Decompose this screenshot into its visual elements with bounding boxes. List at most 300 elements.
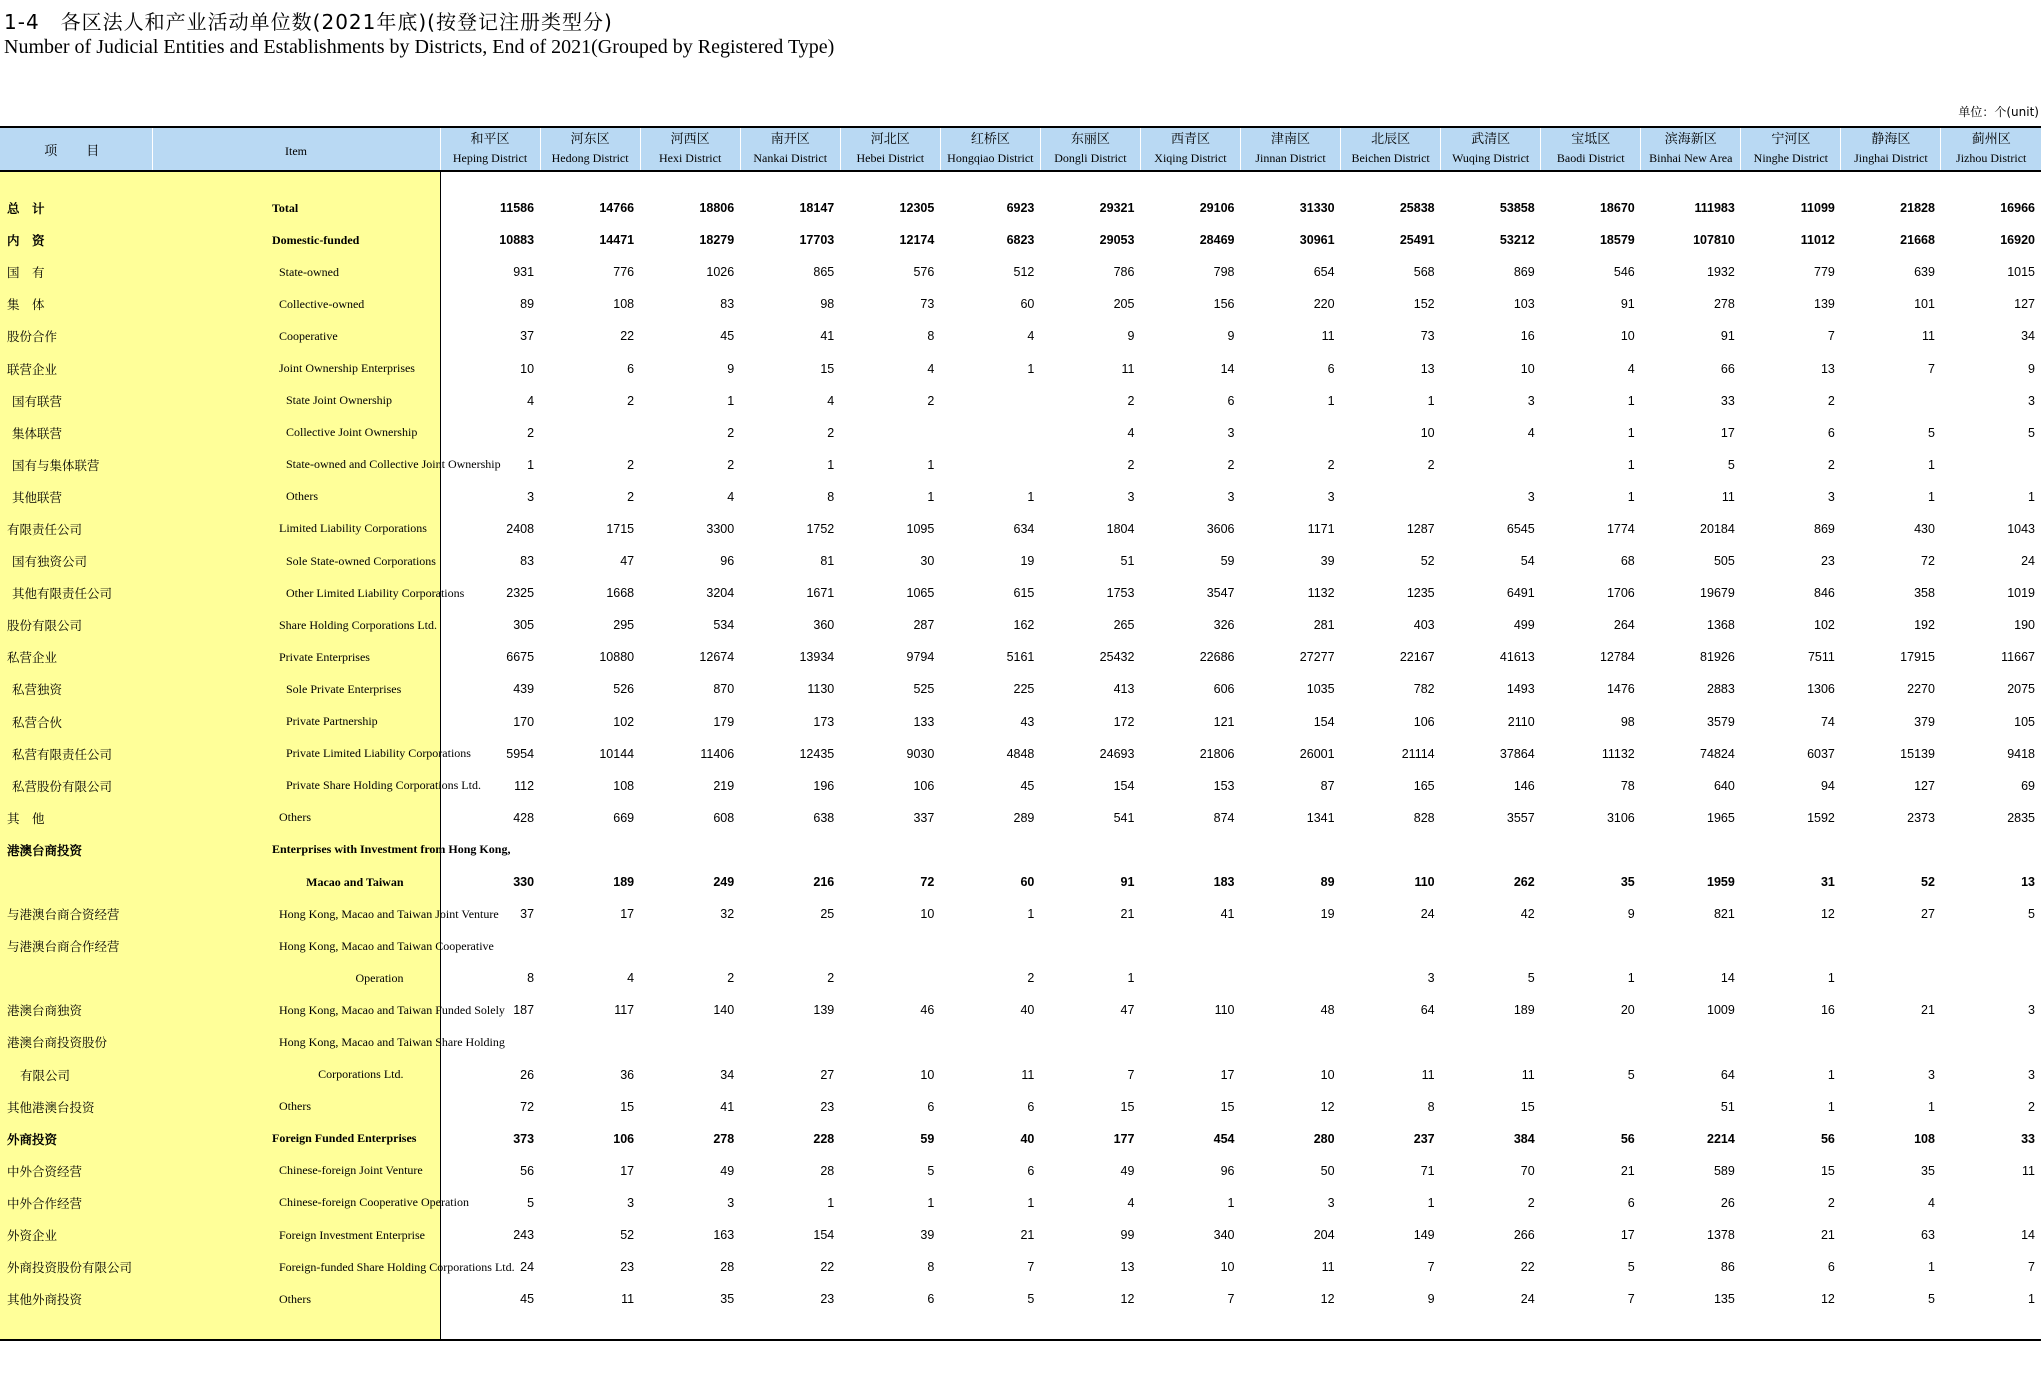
spacer-cell bbox=[1741, 171, 1841, 192]
spacer-cell bbox=[1541, 1315, 1641, 1340]
value-cell bbox=[840, 1026, 940, 1058]
value-cell: 87 bbox=[1320, 778, 1335, 793]
value-cell bbox=[1241, 1026, 1341, 1058]
value-cell: 606 bbox=[1213, 682, 1235, 697]
value-cell: 9 bbox=[2028, 361, 2035, 376]
spacer-cell bbox=[152, 171, 440, 192]
value-cell: 68 bbox=[1620, 554, 1635, 569]
value-cell: 10 bbox=[1420, 425, 1435, 440]
row-label-en: Corporations Ltd. bbox=[152, 1059, 440, 1091]
value-cell: 165 bbox=[1413, 778, 1435, 793]
value-cell: 25491 bbox=[1399, 233, 1435, 248]
value-cell: 2 bbox=[2028, 1099, 2035, 1114]
value-cell: 798 bbox=[1213, 265, 1235, 280]
value-cell: 1804 bbox=[1106, 521, 1135, 536]
value-cell: 11 bbox=[1321, 329, 1335, 344]
value-cell: 1035 bbox=[1306, 682, 1335, 697]
value-cell: 9 bbox=[727, 361, 735, 376]
value-cell: 1171 bbox=[1307, 521, 1335, 536]
value-cell: 106 bbox=[913, 778, 935, 793]
value-cell: 2 bbox=[827, 971, 835, 986]
value-cell: 41613 bbox=[1499, 650, 1535, 665]
value-cell: 64 bbox=[1420, 1003, 1435, 1018]
value-cell: 6037 bbox=[1807, 746, 1835, 761]
value-cell: 534 bbox=[713, 618, 735, 633]
value-cell bbox=[740, 1026, 840, 1058]
value-cell: 1706 bbox=[1606, 586, 1635, 601]
value-cell: 43 bbox=[1020, 714, 1035, 729]
value-cell bbox=[1941, 834, 2041, 866]
value-cell: 53858 bbox=[1499, 201, 1535, 216]
row-label-en: Total bbox=[152, 192, 440, 224]
spacer-cell bbox=[540, 1315, 640, 1340]
spacer-cell bbox=[1341, 1315, 1441, 1340]
value-cell: 10 bbox=[1220, 1260, 1235, 1275]
row-label-cn: 外商投资股份有限公司 bbox=[0, 1251, 152, 1283]
value-cell: 14471 bbox=[599, 233, 635, 248]
value-cell: 6 bbox=[627, 361, 635, 376]
value-cell: 56 bbox=[520, 1163, 535, 1178]
value-cell: 4 bbox=[527, 393, 535, 408]
value-cell: 11012 bbox=[1800, 233, 1835, 248]
value-cell: 21806 bbox=[1199, 746, 1235, 761]
value-cell: 1015 bbox=[2007, 265, 2035, 280]
table-row bbox=[0, 224, 2041, 256]
value-cell: 154 bbox=[1313, 714, 1335, 729]
value-cell: 2835 bbox=[2007, 810, 2035, 825]
value-cell: 1019 bbox=[2007, 586, 2035, 601]
spacer-cell bbox=[940, 171, 1040, 192]
row-label-cn: 股份合作 bbox=[0, 320, 152, 352]
value-cell: 7 bbox=[1827, 329, 1835, 344]
value-cell: 782 bbox=[1413, 682, 1435, 697]
value-cell: 639 bbox=[1914, 265, 1935, 280]
value-cell: 1774 bbox=[1606, 521, 1635, 536]
row-label-cn: 有限责任公司 bbox=[0, 513, 152, 545]
value-cell: 48 bbox=[1320, 1003, 1335, 1018]
value-cell: 111983 bbox=[1694, 201, 1735, 216]
value-cell: 41 bbox=[720, 1099, 735, 1114]
table-row bbox=[0, 1219, 2041, 1251]
value-cell: 1965 bbox=[1707, 810, 1735, 825]
value-cell: 266 bbox=[1513, 1228, 1535, 1243]
value-cell: 81926 bbox=[1700, 650, 1735, 665]
value-cell bbox=[1040, 1026, 1140, 1058]
value-cell: 17 bbox=[1620, 1228, 1635, 1243]
value-cell: 634 bbox=[1013, 521, 1035, 536]
value-cell bbox=[1641, 834, 1741, 866]
value-cell: 1 bbox=[2028, 1292, 2035, 1307]
value-cell: 189 bbox=[1513, 1003, 1535, 1018]
row-label-cn: 集 体 bbox=[0, 288, 152, 320]
value-cell bbox=[940, 834, 1040, 866]
table-row bbox=[0, 320, 2041, 352]
value-cell: 91 bbox=[1620, 297, 1635, 312]
district-name-en: Jizhou District bbox=[1956, 151, 2027, 165]
value-cell: 865 bbox=[813, 265, 835, 280]
spacer-cell bbox=[1641, 171, 1741, 192]
row-label-cn: 国有独资公司 bbox=[0, 545, 152, 577]
value-cell: 69 bbox=[2021, 778, 2035, 793]
value-cell: 51 bbox=[1120, 554, 1135, 569]
value-cell: 72 bbox=[1921, 554, 1935, 569]
value-cell: 6675 bbox=[506, 650, 535, 665]
value-cell: 29053 bbox=[1099, 233, 1135, 248]
value-cell: 72 bbox=[920, 875, 935, 890]
value-cell: 8 bbox=[927, 329, 935, 344]
value-cell: 149 bbox=[1413, 1228, 1435, 1243]
value-cell bbox=[1341, 1026, 1441, 1058]
value-cell: 1668 bbox=[606, 586, 635, 601]
value-cell: 1 bbox=[1927, 457, 1935, 472]
value-cell: 1 bbox=[1927, 1260, 1935, 1275]
value-cell: 189 bbox=[613, 875, 635, 890]
row-label-en: Others bbox=[152, 481, 440, 513]
value-cell: 776 bbox=[613, 265, 635, 280]
value-cell: 439 bbox=[513, 682, 535, 697]
value-cell: 4 bbox=[1127, 425, 1135, 440]
row-label-en: Collective-owned bbox=[152, 288, 440, 320]
value-cell: 1378 bbox=[1707, 1228, 1735, 1243]
value-cell: 2 bbox=[1127, 457, 1135, 472]
value-cell: 1959 bbox=[1707, 875, 1735, 890]
value-cell: 6 bbox=[1327, 361, 1335, 376]
value-cell: 1095 bbox=[906, 521, 935, 536]
value-cell: 1 bbox=[1427, 1195, 1435, 1210]
value-cell: 22 bbox=[1520, 1260, 1535, 1275]
value-cell: 74824 bbox=[1700, 746, 1735, 761]
value-cell: 6 bbox=[1227, 393, 1235, 408]
row-label-en: Cooperative bbox=[152, 320, 440, 352]
value-cell: 49 bbox=[720, 1163, 735, 1178]
header-district-14 bbox=[1841, 127, 1941, 171]
value-cell: 78 bbox=[1620, 778, 1635, 793]
district-name-cn: 滨海新区 bbox=[1664, 132, 1717, 147]
value-cell: 1 bbox=[1827, 1099, 1835, 1114]
value-cell: 12674 bbox=[699, 650, 735, 665]
spacer-cell bbox=[1441, 1315, 1541, 1340]
value-cell: 108 bbox=[613, 778, 635, 793]
header-district-11 bbox=[1541, 127, 1641, 171]
spacer-cell bbox=[440, 1315, 540, 1340]
value-cell: 326 bbox=[1213, 618, 1235, 633]
value-cell: 33 bbox=[1720, 393, 1735, 408]
value-cell: 81 bbox=[820, 554, 835, 569]
value-cell bbox=[1241, 417, 1341, 449]
value-cell: 2373 bbox=[1907, 810, 1935, 825]
value-cell: 22686 bbox=[1199, 650, 1235, 665]
value-cell: 37 bbox=[520, 329, 535, 344]
value-cell: 828 bbox=[1413, 810, 1435, 825]
value-cell: 779 bbox=[1814, 265, 1835, 280]
value-cell: 21 bbox=[1820, 1228, 1835, 1243]
value-cell: 5161 bbox=[1006, 650, 1035, 665]
value-cell: 337 bbox=[913, 810, 935, 825]
value-cell: 18670 bbox=[1599, 201, 1635, 216]
table-title-chinese: 1-4 各区法人和产业活动单位数(2021年底)(按登记注册类型分) bbox=[4, 10, 613, 34]
value-cell: 289 bbox=[1013, 810, 1035, 825]
value-cell: 56 bbox=[1820, 1131, 1835, 1146]
value-cell: 5 bbox=[527, 1195, 535, 1210]
value-cell: 4 bbox=[927, 361, 935, 376]
table-row bbox=[0, 1091, 2041, 1123]
value-cell: 14 bbox=[1220, 361, 1235, 376]
spacer-cell bbox=[840, 1315, 940, 1340]
value-cell: 112 bbox=[514, 778, 535, 793]
table-body bbox=[0, 171, 2041, 1340]
value-cell: 5 bbox=[1027, 1292, 1035, 1307]
value-cell: 360 bbox=[813, 618, 835, 633]
header-district-1 bbox=[540, 127, 640, 171]
row-label-en: Chinese-foreign Joint Venture bbox=[152, 1155, 440, 1187]
value-cell: 7 bbox=[1927, 361, 1935, 376]
spacer-cell bbox=[152, 1315, 440, 1340]
value-cell: 869 bbox=[1814, 521, 1835, 536]
value-cell: 96 bbox=[1220, 1163, 1235, 1178]
value-cell: 15 bbox=[820, 361, 835, 376]
row-label-cn bbox=[0, 962, 152, 994]
header-district-9 bbox=[1341, 127, 1441, 171]
value-cell: 1 bbox=[1927, 489, 1935, 504]
value-cell: 3 bbox=[1227, 489, 1235, 504]
value-cell: 30961 bbox=[1299, 233, 1335, 248]
row-label-cn: 国有与集体联营 bbox=[0, 449, 152, 481]
district-name-en: Beichen District bbox=[1351, 151, 1430, 165]
value-cell: 1 bbox=[1027, 361, 1035, 376]
value-cell bbox=[1341, 834, 1441, 866]
value-cell: 154 bbox=[1113, 778, 1135, 793]
value-cell: 127 bbox=[1914, 778, 1935, 793]
spacer-cell bbox=[740, 171, 840, 192]
row-label-en: Joint Ownership Enterprises bbox=[152, 352, 440, 384]
spacer-cell bbox=[1040, 171, 1140, 192]
value-cell: 2 bbox=[727, 425, 735, 440]
value-cell: 16920 bbox=[2000, 233, 2035, 248]
value-cell: 3 bbox=[1527, 489, 1535, 504]
spacer-row-top bbox=[0, 171, 2041, 192]
spacer-cell bbox=[0, 1315, 152, 1340]
spacer-cell bbox=[540, 171, 640, 192]
value-cell: 28 bbox=[720, 1260, 735, 1275]
value-cell: 83 bbox=[720, 297, 735, 312]
table-row bbox=[0, 738, 2041, 770]
spacer-cell bbox=[1941, 1315, 2041, 1340]
value-cell: 278 bbox=[713, 1131, 735, 1146]
value-cell: 13 bbox=[1420, 361, 1435, 376]
value-cell: 15 bbox=[1820, 1163, 1835, 1178]
value-cell: 1 bbox=[1027, 907, 1035, 922]
row-label-en: Foreign-funded Share Holding Corporations Ltd. bbox=[152, 1251, 440, 1283]
value-cell: 51 bbox=[1720, 1099, 1735, 1114]
value-cell: 20184 bbox=[1700, 521, 1735, 536]
value-cell: 7 bbox=[1127, 1067, 1135, 1082]
value-cell: 64 bbox=[1720, 1067, 1735, 1082]
row-label-cn: 其 他 bbox=[0, 802, 152, 834]
value-cell: 11 bbox=[1021, 1067, 1035, 1082]
spacer-cell bbox=[740, 1315, 840, 1340]
spacer-cell bbox=[1641, 1315, 1741, 1340]
spacer-cell bbox=[1441, 171, 1541, 192]
value-cell: 869 bbox=[1513, 265, 1535, 280]
value-cell: 1 bbox=[1327, 393, 1335, 408]
value-cell: 4 bbox=[627, 971, 635, 986]
header-district-4 bbox=[840, 127, 940, 171]
table-row bbox=[0, 545, 2041, 577]
value-cell: 15 bbox=[1520, 1099, 1535, 1114]
value-cell: 11 bbox=[2022, 1163, 2035, 1178]
value-cell: 18147 bbox=[799, 201, 835, 216]
table-row bbox=[0, 449, 2041, 481]
value-cell: 1 bbox=[927, 1195, 935, 1210]
value-cell: 15 bbox=[1220, 1099, 1235, 1114]
value-cell: 5 bbox=[1927, 425, 1935, 440]
header-district-7 bbox=[1140, 127, 1240, 171]
value-cell: 11 bbox=[1421, 1067, 1435, 1082]
table-row bbox=[0, 994, 2041, 1026]
value-cell: 1306 bbox=[1807, 682, 1835, 697]
value-cell: 102 bbox=[1814, 618, 1835, 633]
value-cell: 654 bbox=[1313, 265, 1335, 280]
value-cell: 3204 bbox=[706, 586, 735, 601]
value-cell bbox=[640, 1026, 740, 1058]
value-cell: 1 bbox=[1627, 971, 1635, 986]
value-cell: 12 bbox=[1120, 1292, 1135, 1307]
value-cell: 1 bbox=[1427, 393, 1435, 408]
value-cell: 220 bbox=[1313, 297, 1335, 312]
value-cell: 1065 bbox=[906, 586, 935, 601]
district-name-en: Baodi District bbox=[1556, 151, 1625, 165]
value-cell: 4 bbox=[1627, 361, 1635, 376]
value-cell: 2110 bbox=[1507, 714, 1535, 729]
value-cell: 5 bbox=[1527, 971, 1535, 986]
value-cell: 2883 bbox=[1707, 682, 1735, 697]
spacer-cell bbox=[1341, 171, 1441, 192]
value-cell bbox=[1841, 1026, 1941, 1058]
value-cell: 12 bbox=[1320, 1292, 1335, 1307]
value-cell: 37864 bbox=[1499, 746, 1535, 761]
value-cell: 1 bbox=[927, 489, 935, 504]
value-cell bbox=[640, 930, 740, 962]
value-cell bbox=[1641, 930, 1741, 962]
value-cell: 172 bbox=[1113, 714, 1135, 729]
value-cell bbox=[1941, 449, 2041, 481]
value-cell: 133 bbox=[913, 714, 935, 729]
value-cell bbox=[1040, 834, 1140, 866]
unit-label: 单位：个(unit) bbox=[1958, 105, 2039, 119]
table-row bbox=[0, 256, 2041, 288]
value-cell: 9 bbox=[1127, 329, 1135, 344]
spacer-cell bbox=[440, 171, 540, 192]
value-cell: 25838 bbox=[1399, 201, 1435, 216]
row-label-cn: 有限公司 bbox=[0, 1059, 152, 1091]
value-cell: 56 bbox=[1620, 1131, 1635, 1146]
spacer-cell bbox=[1241, 1315, 1341, 1340]
value-cell: 5 bbox=[1927, 1292, 1935, 1307]
value-cell: 13 bbox=[1120, 1260, 1135, 1275]
value-cell: 98 bbox=[820, 297, 835, 312]
value-cell: 66 bbox=[1720, 361, 1735, 376]
value-cell: 3106 bbox=[1606, 810, 1635, 825]
value-cell: 615 bbox=[1013, 586, 1035, 601]
value-cell: 1 bbox=[1127, 971, 1135, 986]
value-cell: 28469 bbox=[1199, 233, 1235, 248]
row-label-cn: 国 有 bbox=[0, 256, 152, 288]
district-name-en: Hebei District bbox=[856, 151, 925, 165]
value-cell: 14 bbox=[1720, 971, 1735, 986]
row-label-en: Foreign Investment Enterprise bbox=[152, 1219, 440, 1251]
spacer-row-bottom bbox=[0, 1315, 2041, 1340]
value-cell: 52 bbox=[1921, 875, 1935, 890]
row-label-en: Sole State-owned Corporations bbox=[152, 545, 440, 577]
value-cell: 1341 bbox=[1306, 810, 1335, 825]
district-name-en: Hedong District bbox=[551, 151, 629, 165]
value-cell: 262 bbox=[1513, 875, 1535, 890]
value-cell: 28 bbox=[820, 1163, 835, 1178]
district-name-en: Nankai District bbox=[753, 151, 828, 165]
header-district-12 bbox=[1641, 127, 1741, 171]
header-item-cn: 项 目 bbox=[44, 143, 108, 159]
district-name-cn: 和平区 bbox=[470, 132, 510, 147]
value-cell: 9 bbox=[1227, 329, 1235, 344]
value-cell: 5 bbox=[2028, 907, 2035, 922]
value-cell: 6823 bbox=[1006, 233, 1035, 248]
value-cell: 5 bbox=[927, 1163, 935, 1178]
row-label-en: Hong Kong, Macao and Taiwan Funded Solely bbox=[152, 994, 440, 1026]
value-cell: 21114 bbox=[1401, 746, 1435, 761]
value-cell: 53212 bbox=[1499, 233, 1535, 248]
value-cell: 3 bbox=[1927, 1067, 1935, 1082]
value-cell: 1 bbox=[1227, 1195, 1235, 1210]
value-cell: 23 bbox=[620, 1260, 635, 1275]
value-cell: 11099 bbox=[1800, 201, 1835, 216]
spacer-cell bbox=[640, 171, 740, 192]
value-cell bbox=[1241, 930, 1341, 962]
value-cell: 512 bbox=[1013, 265, 1035, 280]
value-cell: 6545 bbox=[1506, 521, 1535, 536]
value-cell: 1132 bbox=[1307, 586, 1335, 601]
value-cell: 152 bbox=[1413, 297, 1435, 312]
spacer-cell bbox=[1841, 171, 1941, 192]
table-row bbox=[0, 770, 2041, 802]
value-cell: 3300 bbox=[706, 521, 735, 536]
value-cell bbox=[740, 930, 840, 962]
value-cell: 49 bbox=[1120, 1163, 1135, 1178]
value-cell: 108 bbox=[1914, 1131, 1935, 1146]
value-cell: 26 bbox=[520, 1067, 535, 1082]
value-cell bbox=[1140, 1026, 1240, 1058]
value-cell: 3 bbox=[2028, 393, 2035, 408]
value-cell: 6 bbox=[1027, 1099, 1035, 1114]
value-cell: 9 bbox=[1427, 1292, 1435, 1307]
value-cell: 17 bbox=[1220, 1067, 1235, 1082]
value-cell: 3579 bbox=[1707, 714, 1735, 729]
table-row bbox=[0, 288, 2041, 320]
value-cell: 3 bbox=[1127, 489, 1135, 504]
value-cell: 608 bbox=[713, 810, 735, 825]
value-cell: 7511 bbox=[1807, 650, 1835, 665]
value-cell: 1592 bbox=[1807, 810, 1835, 825]
value-cell: 3 bbox=[527, 489, 535, 504]
table-row bbox=[0, 962, 2041, 994]
value-cell: 19 bbox=[1020, 554, 1035, 569]
value-cell: 870 bbox=[713, 682, 735, 697]
value-cell: 1753 bbox=[1106, 586, 1135, 601]
value-cell: 1026 bbox=[706, 265, 735, 280]
value-cell: 1043 bbox=[2007, 521, 2035, 536]
row-label-en: Private Enterprises bbox=[152, 641, 440, 673]
value-cell: 192 bbox=[1914, 618, 1935, 633]
value-cell bbox=[1441, 449, 1541, 481]
